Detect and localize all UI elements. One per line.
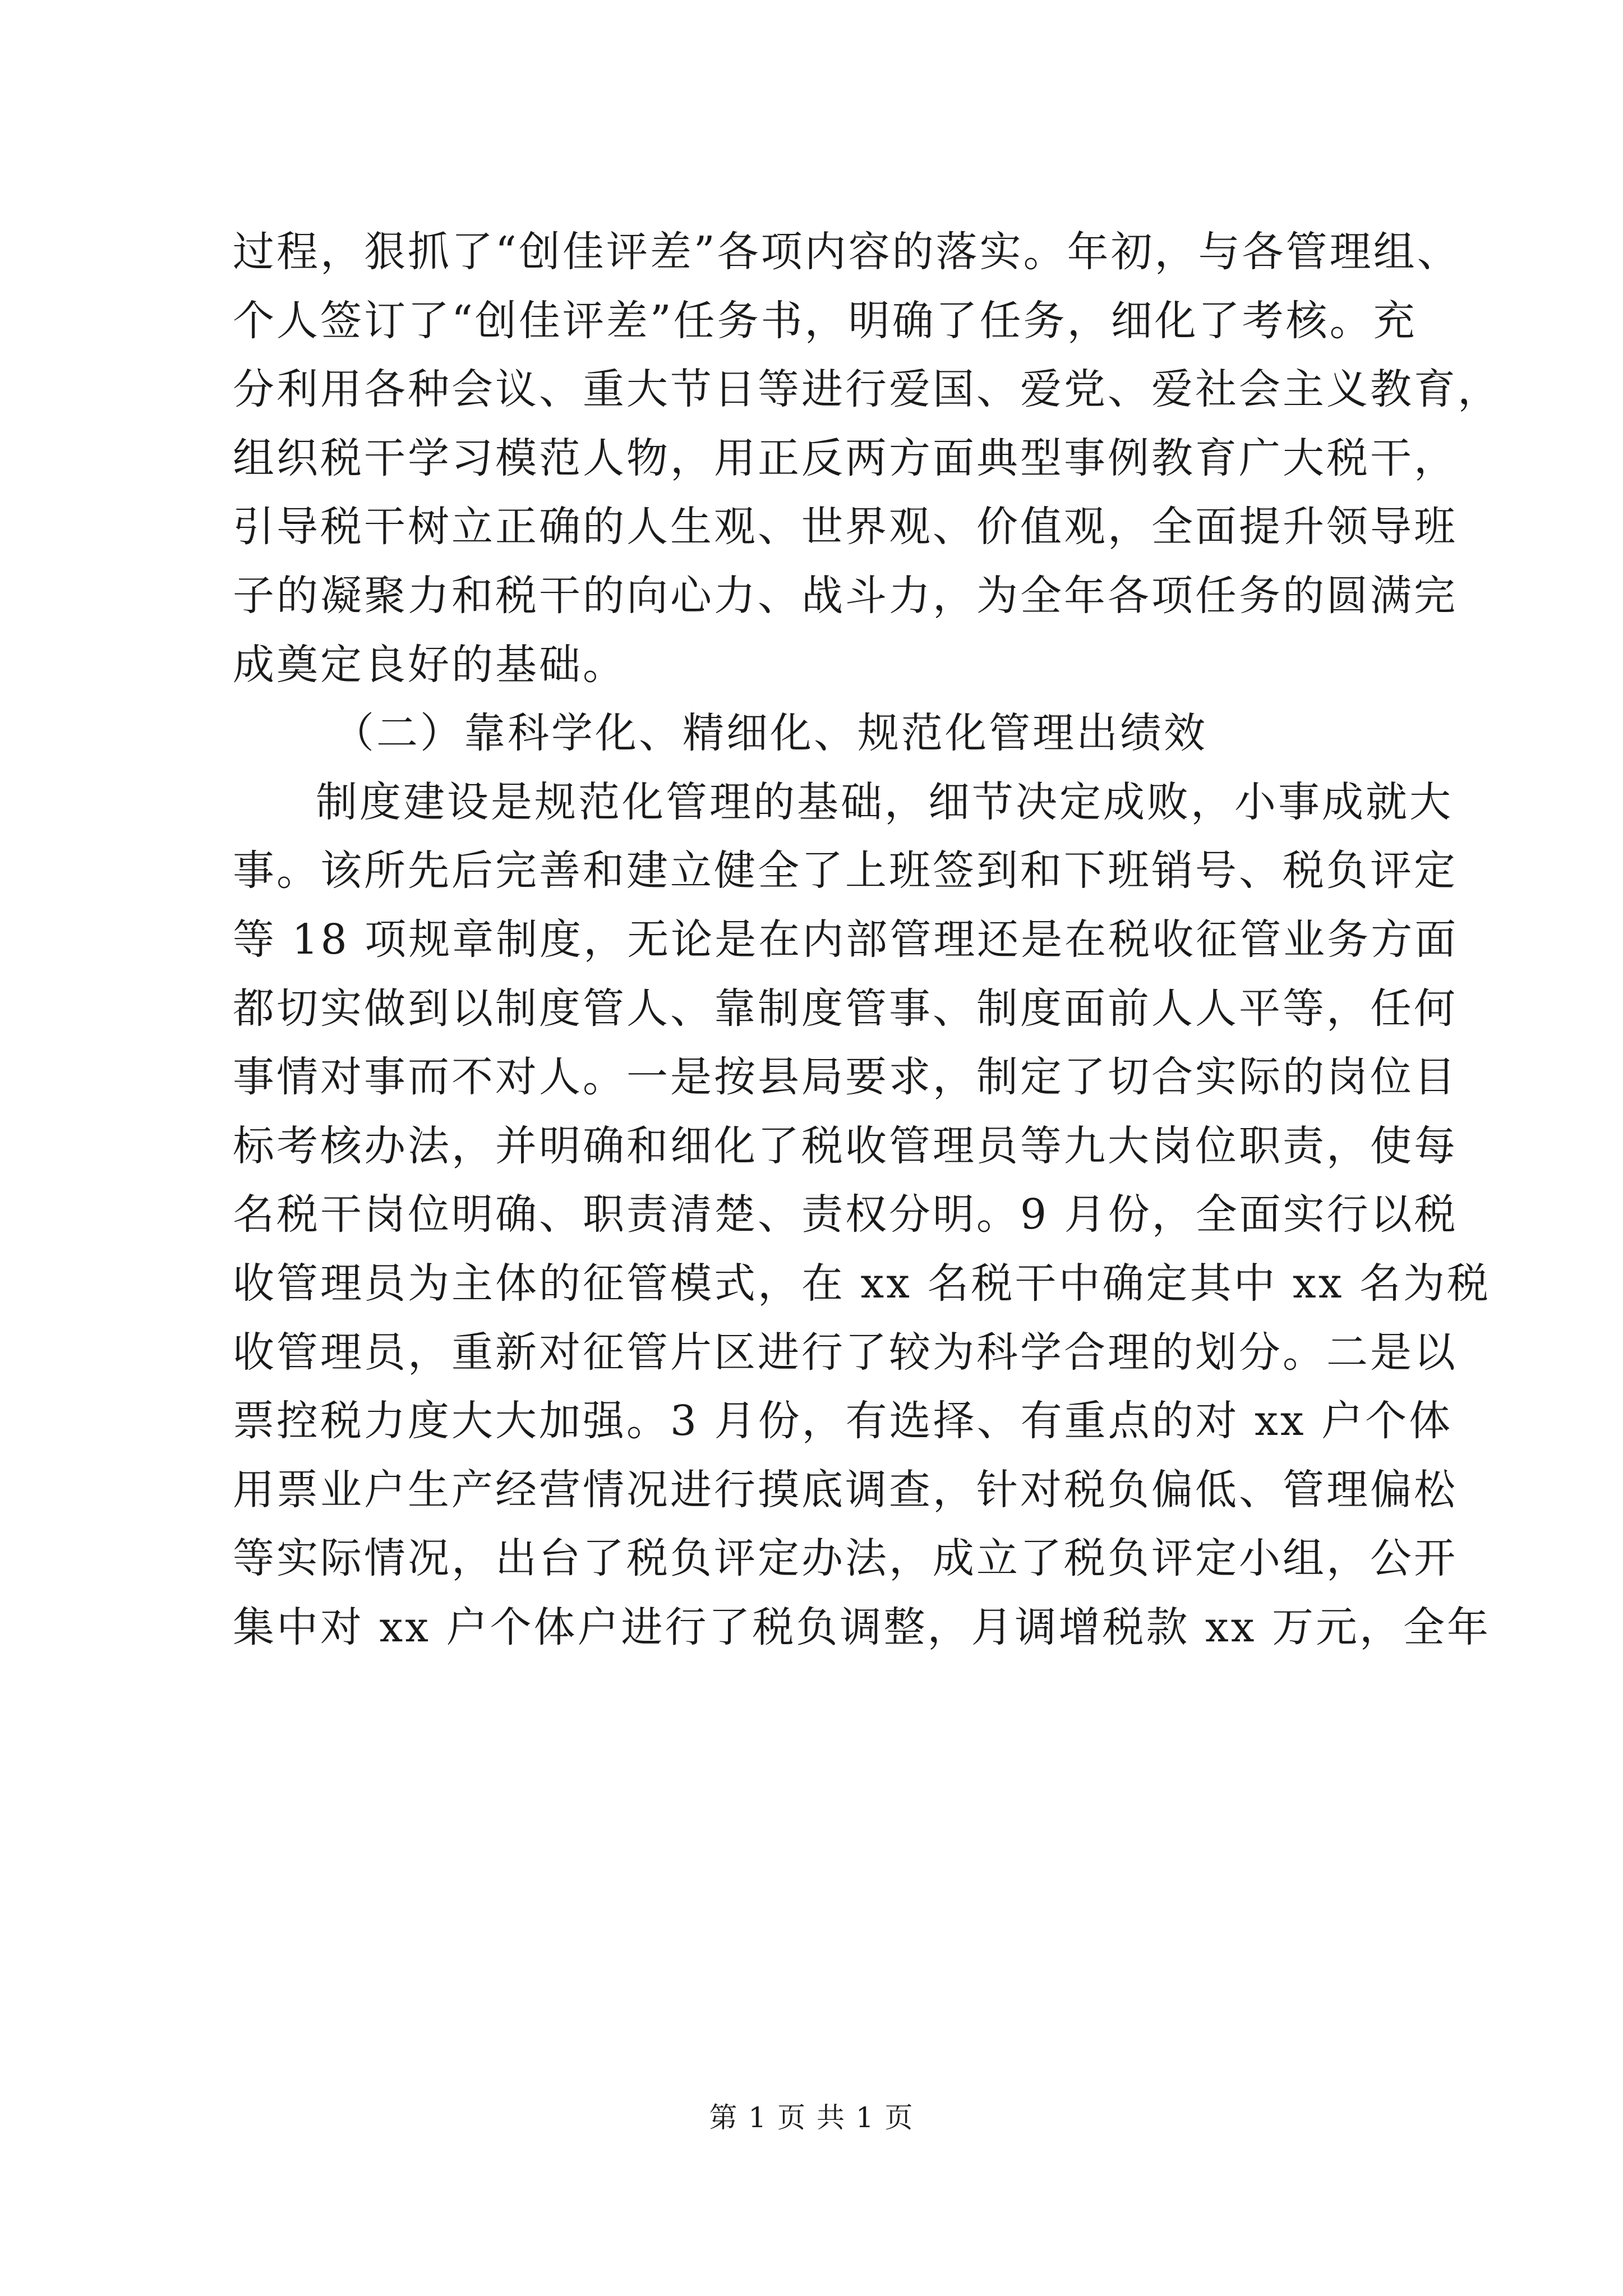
text-line: 组织税干学习模范人物，用正反两方面典型事例教育广大税干，: [233, 434, 1458, 482]
text-line: 用票业户生产经营情况进行摸底调查，针对税负偏低、管理偏松: [233, 1465, 1458, 1514]
text-line: 票控税力度大大加强。3 月份，有选择、有重点的对 xx 户个体: [233, 1397, 1453, 1446]
text-line: 收管理员，重新对征管片区进行了较为科学合理的划分。二是以: [233, 1328, 1458, 1377]
text-line: 分利用各种会议、重大节日等进行爱国、爱党、爱社会主义教育，: [233, 365, 1501, 414]
section-heading: （二）靠科学化、精细化、规范化管理出绩效: [333, 709, 1207, 758]
text-line: 子的凝聚力和税干的向心力、战斗力，为全年各项任务的圆满完: [233, 571, 1458, 620]
paragraph-first-line: 制度建设是规范化管理的基础，细节决定成败，小事成就大: [316, 777, 1453, 826]
text-line: 成奠定良好的基础。: [233, 640, 626, 689]
text-line: 引导税干树立正确的人生观、世界观、价值观，全面提升领导班: [233, 503, 1458, 551]
text-line: 集中对 xx 户个体户进行了税负调整，月调增税款 xx 万元，全年: [233, 1603, 1491, 1651]
text-line: 等 18 项规章制度，无论是在内部管理还是在税收征管业务方面: [233, 915, 1459, 964]
text-line: 事。该所先后完善和建立健全了上班签到和下班销号、税负评定: [233, 846, 1458, 895]
text-line: 都切实做到以制度管人、靠制度管事、制度面前人人平等，任何: [233, 984, 1458, 1033]
text-line: 事情对事而不对人。一是按县局要求，制定了切合实际的岗位目: [233, 1053, 1458, 1102]
text-line: 过程，狠抓了“创佳评差”各项内容的落实。年初，与各管理组、: [233, 228, 1461, 276]
page-number-footer: 第 1 页 共 1 页: [709, 2101, 914, 2134]
text-line: 等实际情况，出台了税负评定办法，成立了税负评定小组，公开: [233, 1534, 1458, 1583]
document-body: [233, 218, 1501, 1662]
text-line: 标考核办法，并明确和细化了税收管理员等九大岗位职责，使每: [233, 1121, 1458, 1170]
text-line: 收管理员为主体的征管模式，在 xx 名税干中确定其中 xx 名为税: [233, 1259, 1491, 1308]
text-line: 名税干岗位明确、职责清楚、责权分明。9 月份，全面实行以税: [233, 1190, 1458, 1239]
text-line: 个人签订了“创佳评差”任务书，明确了任务，细化了考核。充: [233, 296, 1417, 345]
